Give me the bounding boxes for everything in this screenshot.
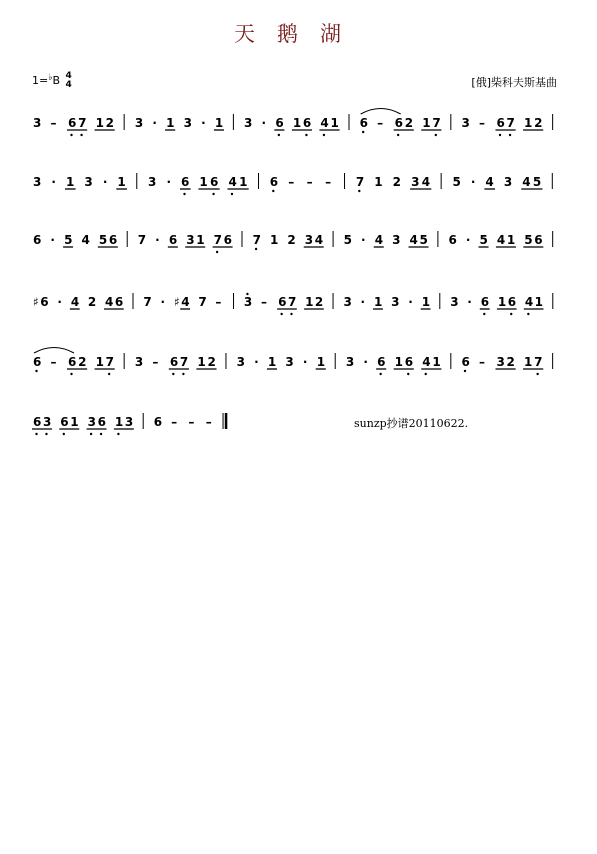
low-octave-dot [280,313,282,315]
note: ♯ [33,295,39,309]
low-octave-dot [323,134,325,136]
note: 4 [496,233,506,247]
note: 6 [507,295,517,309]
note: 6 [377,355,386,369]
note: 1 [269,233,279,247]
dash: – [478,355,485,369]
note: 7 [432,116,441,130]
title-char: 天 [234,22,277,46]
note: 3 [124,415,134,429]
low-octave-dot [379,373,381,375]
note: 1 [292,116,302,130]
dash: – [50,116,57,130]
note: 1 [239,175,248,189]
low-octave-dot [108,373,110,375]
note: 3 [391,295,400,309]
dot: · [201,116,206,130]
note: 4 [320,116,329,130]
note: 4 [314,233,324,247]
dot: · [254,355,259,369]
note: 3 [148,175,157,189]
key-note: B [52,74,61,87]
low-octave-dot [464,370,466,372]
note: 3 [450,295,459,309]
note: 2 [506,355,515,369]
dash: – [215,295,222,309]
dot: · [363,355,368,369]
low-octave-dot [231,193,233,195]
note: 6 [461,355,470,369]
low-octave-dot [90,433,92,435]
note: ♯ [173,295,180,309]
note: 4 [422,355,431,369]
dash: – [261,295,268,309]
note: 6 [97,415,106,429]
note: 4 [81,233,90,247]
dot: · [155,233,160,247]
note: 1 [497,295,507,309]
note: 7 [143,295,152,309]
high-octave-dot [246,293,248,295]
note: 3 [343,295,352,309]
low-octave-dot [483,313,485,315]
note: 7 [252,233,261,247]
note: 2 [314,295,324,309]
low-octave-dot [80,134,82,136]
note: 1 [117,175,126,189]
note: 2 [105,116,115,130]
dot: · [361,233,366,247]
note: 1 [330,116,339,130]
note: 1 [506,233,516,247]
note: 1 [316,355,326,369]
slur-arc [34,348,74,354]
note: 6 [40,295,49,309]
note: 3 [186,233,195,247]
note: 2 [404,116,414,130]
note: 2 [207,355,216,369]
note: 5 [343,233,353,247]
flat-sign: ♭ [48,73,53,83]
note: 1 [422,116,431,130]
note: 7 [179,355,189,369]
dash: – [325,175,332,189]
note: 6 [359,116,369,130]
key-prefix: 1= [32,74,49,87]
note: 6 [33,233,42,247]
dot: · [261,116,267,130]
note: 1 [267,355,277,369]
note: 6 [404,355,414,369]
note: 7 [355,175,365,189]
dot: · [51,175,56,189]
title-char: 鹅 [277,22,320,46]
note: 6 [302,116,312,130]
note: 6 [181,175,190,189]
note: 1 [432,355,441,369]
note: 4 [522,175,531,189]
note: 3 [42,415,52,429]
low-octave-dot [35,370,37,372]
dot: · [360,295,366,309]
low-octave-dot [35,433,37,435]
dot: · [465,233,471,247]
note: 4 [105,295,114,309]
low-octave-dot [278,134,280,136]
low-octave-dot [509,134,511,136]
note: 7 [506,116,515,130]
dash: – [478,116,485,130]
dot: · [57,295,62,309]
low-octave-dot [358,190,360,192]
low-octave-dot [425,373,427,375]
note: 1 [534,295,544,309]
note: 3 [392,233,401,247]
note: 4 [228,175,237,189]
note: 3 [183,116,192,130]
note: 6 [68,355,77,369]
note: 7 [198,295,207,309]
dash: – [50,355,57,369]
note: 5 [479,233,488,247]
note: 3 [134,116,144,130]
note: 1 [166,116,175,130]
note: 3 [503,175,513,189]
note: 4 [409,233,418,247]
note: 3 [244,116,253,130]
title-char: 湖 [320,22,363,46]
note: 1 [374,295,383,309]
note: 2 [392,175,402,189]
dash: – [205,415,212,429]
dash: – [152,355,159,369]
note: 3 [461,116,470,130]
low-octave-dot [527,313,529,315]
note: 2 [287,233,296,247]
dot: · [166,175,172,189]
note: 6 [168,233,178,247]
low-octave-dot [407,373,409,375]
note: 1 [374,175,383,189]
note: 7 [213,233,222,247]
slur-arc [361,109,401,115]
note: 7 [287,295,297,309]
note: 1 [524,116,533,130]
note: 6 [68,116,77,130]
note: 3 [496,355,505,369]
note: 2 [534,116,543,130]
note: 1 [421,295,431,309]
note: 6 [275,116,284,130]
note: 6 [269,175,279,189]
dot: · [467,295,472,309]
low-octave-dot [362,131,364,133]
note: 6 [114,295,124,309]
note: 2 [78,355,87,369]
note: 3 [84,175,93,189]
note: 5 [524,233,533,247]
note: 1 [197,355,206,369]
note: 2 [87,295,97,309]
dash: – [288,175,295,189]
note: 3 [87,415,96,429]
note: 3 [304,233,314,247]
note: 1 [524,355,533,369]
low-octave-dot [117,433,119,435]
note: 4 [524,295,534,309]
note: 5 [98,233,108,247]
note: 5 [64,233,73,247]
low-octave-dot [70,134,72,136]
dot: · [152,116,157,130]
low-octave-dot [397,134,399,136]
note: 1 [95,116,104,130]
note: 6 [33,415,42,429]
dot: · [302,355,308,369]
low-octave-dot [510,313,512,315]
note: 4 [485,175,494,189]
dash: – [306,175,313,189]
note: 1 [394,355,404,369]
low-octave-dot [63,433,65,435]
dot: · [160,295,166,309]
note: 6 [60,415,69,429]
note: 1 [214,116,224,130]
low-octave-dot [183,193,185,195]
low-octave-dot [212,193,214,195]
note: 7 [105,355,115,369]
note: 1 [65,175,75,189]
note: 1 [196,233,205,247]
low-octave-dot [536,373,538,375]
transcriber-credit: sunzp抄谱20110622. [354,417,469,430]
note: 6 [169,355,179,369]
note: 3 [243,295,253,309]
note: 3 [33,175,42,189]
low-octave-dot [70,373,72,375]
low-octave-dot [290,313,292,315]
low-octave-dot [305,134,307,136]
note: 5 [452,175,461,189]
note: 6 [108,233,118,247]
note: 3 [134,355,144,369]
time-bottom: 4 [65,80,72,90]
note: 6 [448,233,457,247]
low-octave-dot [100,433,102,435]
low-octave-dot [499,134,501,136]
note: 6 [278,295,287,309]
note: 3 [345,355,355,369]
dash: – [188,415,195,429]
note: 4 [70,295,80,309]
note: 7 [137,233,147,247]
note: 5 [419,233,428,247]
note: 3 [236,355,245,369]
note: 4 [181,295,190,309]
low-octave-dot [272,190,274,192]
dash: – [377,116,384,130]
note: 6 [496,116,505,130]
note: 7 [534,355,543,369]
low-octave-dot [255,248,257,250]
note: 6 [534,233,543,247]
low-octave-dot [182,373,184,375]
composer-credit: [俄]柴科夫斯基曲 [471,76,557,89]
note: 4 [374,233,384,247]
note: 5 [532,175,542,189]
dash: – [171,415,178,429]
dot: · [470,175,476,189]
note: 1 [114,415,124,429]
time-top: 4 [65,71,72,81]
note: 1 [95,355,104,369]
note: 6 [33,355,42,369]
note: 6 [394,116,404,130]
note: 3 [285,355,294,369]
note: 6 [210,175,219,189]
low-octave-dot [435,134,437,136]
note: 6 [480,295,490,309]
dot: · [102,175,108,189]
note: 3 [411,175,420,189]
note: 6 [153,415,163,429]
note: 3 [33,116,42,130]
note: 1 [70,415,79,429]
dot: · [408,295,413,309]
note: 7 [78,116,87,130]
low-octave-dot [45,433,47,435]
dot: · [50,233,55,247]
note: 4 [421,175,431,189]
note: 1 [199,175,208,189]
note: 1 [305,295,314,309]
low-octave-dot [216,251,218,253]
note: 6 [223,233,232,247]
low-octave-dot [172,373,174,375]
